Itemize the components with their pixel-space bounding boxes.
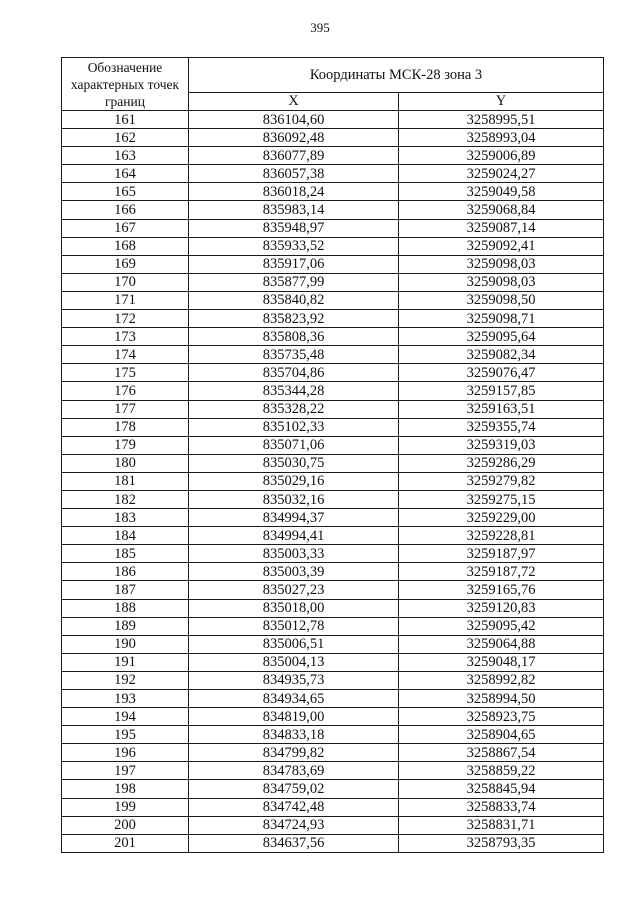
point-number-cell: 164 (62, 165, 189, 183)
point-number-cell: 191 (62, 653, 189, 671)
x-coordinate-cell: 835344,28 (189, 382, 399, 400)
point-number-cell: 173 (62, 328, 189, 346)
x-coordinate-cell: 834935,73 (189, 671, 399, 689)
table-row (62, 436, 604, 454)
x-coordinate-cell: 834724,93 (189, 816, 399, 834)
point-number-cell: 163 (62, 147, 189, 165)
y-coordinate-cell: 3259098,71 (399, 310, 604, 328)
point-number-cell: 184 (62, 527, 189, 545)
y-coordinate-cell: 3258793,35 (399, 834, 604, 852)
x-coordinate-cell: 836104,60 (189, 111, 399, 129)
table-row (62, 726, 604, 744)
table-body (62, 111, 604, 853)
y-coordinate-cell: 3258833,74 (399, 798, 604, 816)
y-coordinate-cell: 3259163,51 (399, 400, 604, 418)
point-number-cell: 180 (62, 454, 189, 472)
x-coordinate-cell: 835032,16 (189, 490, 399, 508)
header-coordinates: Координаты МСК-28 зона 3 (189, 58, 604, 93)
header-x: X (189, 93, 399, 111)
y-coordinate-cell: 3259076,47 (399, 364, 604, 382)
x-coordinate-cell: 835029,16 (189, 472, 399, 490)
table-row (62, 454, 604, 472)
table-row (62, 183, 604, 201)
x-coordinate-cell: 835006,51 (189, 635, 399, 653)
y-coordinate-cell: 3259319,03 (399, 436, 604, 454)
table-row (62, 165, 604, 183)
y-coordinate-cell: 3258859,22 (399, 762, 604, 780)
table-row (62, 111, 604, 129)
y-coordinate-cell: 3259228,81 (399, 527, 604, 545)
header-y: Y (399, 93, 604, 111)
x-coordinate-cell: 835328,22 (189, 400, 399, 418)
x-coordinate-cell: 835003,33 (189, 545, 399, 563)
y-coordinate-cell: 3259082,34 (399, 346, 604, 364)
x-coordinate-cell: 835018,00 (189, 599, 399, 617)
y-coordinate-cell: 3259275,15 (399, 490, 604, 508)
x-coordinate-cell: 835840,82 (189, 291, 399, 309)
point-number-cell: 196 (62, 744, 189, 762)
x-coordinate-cell: 835735,48 (189, 346, 399, 364)
x-coordinate-cell: 834994,37 (189, 509, 399, 527)
x-coordinate-cell: 834759,02 (189, 780, 399, 798)
x-coordinate-cell: 835102,33 (189, 418, 399, 436)
table-row (62, 708, 604, 726)
x-coordinate-cell: 835823,92 (189, 310, 399, 328)
x-coordinate-cell: 836077,89 (189, 147, 399, 165)
table-row (62, 581, 604, 599)
table-row (62, 798, 604, 816)
y-coordinate-cell: 3258994,50 (399, 690, 604, 708)
table-row (62, 490, 604, 508)
y-coordinate-cell: 3258992,82 (399, 671, 604, 689)
x-coordinate-cell: 835027,23 (189, 581, 399, 599)
table-row (62, 599, 604, 617)
y-coordinate-cell: 3259098,03 (399, 273, 604, 291)
x-coordinate-cell: 835917,06 (189, 255, 399, 273)
table-row (62, 147, 604, 165)
table-row (62, 129, 604, 147)
y-coordinate-cell: 3259187,72 (399, 563, 604, 581)
point-number-cell: 162 (62, 129, 189, 147)
y-coordinate-cell: 3259098,50 (399, 291, 604, 309)
x-coordinate-cell: 835012,78 (189, 617, 399, 635)
point-number-cell: 182 (62, 490, 189, 508)
point-number-cell: 174 (62, 346, 189, 364)
point-number-cell: 187 (62, 581, 189, 599)
point-number-cell: 177 (62, 400, 189, 418)
point-number-cell: 161 (62, 111, 189, 129)
x-coordinate-cell: 835004,13 (189, 653, 399, 671)
table-row (62, 291, 604, 309)
table-row (62, 563, 604, 581)
point-number-cell: 197 (62, 762, 189, 780)
table-row (62, 310, 604, 328)
point-number-cell: 178 (62, 418, 189, 436)
y-coordinate-cell: 3258904,65 (399, 726, 604, 744)
point-number-cell: 170 (62, 273, 189, 291)
y-coordinate-cell: 3259024,27 (399, 165, 604, 183)
x-coordinate-cell: 835808,36 (189, 328, 399, 346)
table-row (62, 635, 604, 653)
y-coordinate-cell: 3258867,54 (399, 744, 604, 762)
x-coordinate-cell: 836092,48 (189, 129, 399, 147)
y-coordinate-cell: 3259286,29 (399, 454, 604, 472)
table-row (62, 834, 604, 852)
y-coordinate-cell: 3258831,71 (399, 816, 604, 834)
point-number-cell: 171 (62, 291, 189, 309)
point-number-cell: 193 (62, 690, 189, 708)
x-coordinate-cell: 834783,69 (189, 762, 399, 780)
y-coordinate-cell: 3259006,89 (399, 147, 604, 165)
point-number-cell: 168 (62, 237, 189, 255)
table-row (62, 418, 604, 436)
table-row (62, 816, 604, 834)
y-coordinate-cell: 3259229,00 (399, 509, 604, 527)
table-row (62, 382, 604, 400)
point-number-cell: 185 (62, 545, 189, 563)
point-number-cell: 186 (62, 563, 189, 581)
x-coordinate-cell: 834799,82 (189, 744, 399, 762)
table-row (62, 346, 604, 364)
table-row (62, 744, 604, 762)
table-row (62, 617, 604, 635)
point-number-cell: 194 (62, 708, 189, 726)
x-coordinate-cell: 836018,24 (189, 183, 399, 201)
x-coordinate-cell: 834819,00 (189, 708, 399, 726)
table-row (62, 237, 604, 255)
y-coordinate-cell: 3259095,42 (399, 617, 604, 635)
table-row (62, 201, 604, 219)
y-coordinate-cell: 3259064,88 (399, 635, 604, 653)
y-coordinate-cell: 3259048,17 (399, 653, 604, 671)
y-coordinate-cell: 3259098,03 (399, 255, 604, 273)
point-number-cell: 200 (62, 816, 189, 834)
table-row (62, 273, 604, 291)
point-number-cell: 190 (62, 635, 189, 653)
x-coordinate-cell: 834637,56 (189, 834, 399, 852)
y-coordinate-cell: 3259157,85 (399, 382, 604, 400)
y-coordinate-cell: 3259165,76 (399, 581, 604, 599)
point-number-cell: 195 (62, 726, 189, 744)
point-number-cell: 167 (62, 219, 189, 237)
table-row (62, 545, 604, 563)
table-row (62, 328, 604, 346)
y-coordinate-cell: 3259092,41 (399, 237, 604, 255)
x-coordinate-cell: 834742,48 (189, 798, 399, 816)
table-row (62, 690, 604, 708)
table-row (62, 364, 604, 382)
y-coordinate-cell: 3259120,83 (399, 599, 604, 617)
x-coordinate-cell: 834934,65 (189, 690, 399, 708)
table-row (62, 671, 604, 689)
y-coordinate-cell: 3259087,14 (399, 219, 604, 237)
y-coordinate-cell: 3259049,58 (399, 183, 604, 201)
point-number-cell: 169 (62, 255, 189, 273)
x-coordinate-cell: 835877,99 (189, 273, 399, 291)
y-coordinate-cell: 3258995,51 (399, 111, 604, 129)
point-number-cell: 165 (62, 183, 189, 201)
x-coordinate-cell: 834994,41 (189, 527, 399, 545)
table-row (62, 255, 604, 273)
point-number-cell: 201 (62, 834, 189, 852)
table-row (62, 527, 604, 545)
point-number-cell: 181 (62, 472, 189, 490)
x-coordinate-cell: 835704,86 (189, 364, 399, 382)
table-row (62, 762, 604, 780)
point-number-cell: 189 (62, 617, 189, 635)
table-row (62, 400, 604, 418)
x-coordinate-cell: 836057,38 (189, 165, 399, 183)
point-number-cell: 198 (62, 780, 189, 798)
y-coordinate-cell: 3259095,64 (399, 328, 604, 346)
table-row (62, 472, 604, 490)
y-coordinate-cell: 3259355,74 (399, 418, 604, 436)
x-coordinate-cell: 835030,75 (189, 454, 399, 472)
header-point-designation: Обозначение характерных точек границ (62, 58, 189, 111)
y-coordinate-cell: 3259187,97 (399, 545, 604, 563)
point-number-cell: 176 (62, 382, 189, 400)
x-coordinate-cell: 835003,39 (189, 563, 399, 581)
point-number-cell: 183 (62, 509, 189, 527)
y-coordinate-cell: 3258845,94 (399, 780, 604, 798)
x-coordinate-cell: 835933,52 (189, 237, 399, 255)
coordinates-table (61, 57, 604, 853)
page-number: 395 (310, 20, 330, 35)
point-number-cell: 199 (62, 798, 189, 816)
y-coordinate-cell: 3259068,84 (399, 201, 604, 219)
point-number-cell: 192 (62, 671, 189, 689)
point-number-cell: 172 (62, 310, 189, 328)
y-coordinate-cell: 3259279,82 (399, 472, 604, 490)
point-number-cell: 175 (62, 364, 189, 382)
table-row (62, 219, 604, 237)
table-row (62, 653, 604, 671)
y-coordinate-cell: 3258993,04 (399, 129, 604, 147)
y-coordinate-cell: 3258923,75 (399, 708, 604, 726)
point-number-cell: 188 (62, 599, 189, 617)
x-coordinate-cell: 835983,14 (189, 201, 399, 219)
point-number-cell: 179 (62, 436, 189, 454)
x-coordinate-cell: 834833,18 (189, 726, 399, 744)
table-row (62, 780, 604, 798)
x-coordinate-cell: 835071,06 (189, 436, 399, 454)
table-row (62, 509, 604, 527)
x-coordinate-cell: 835948,97 (189, 219, 399, 237)
point-number-cell: 166 (62, 201, 189, 219)
